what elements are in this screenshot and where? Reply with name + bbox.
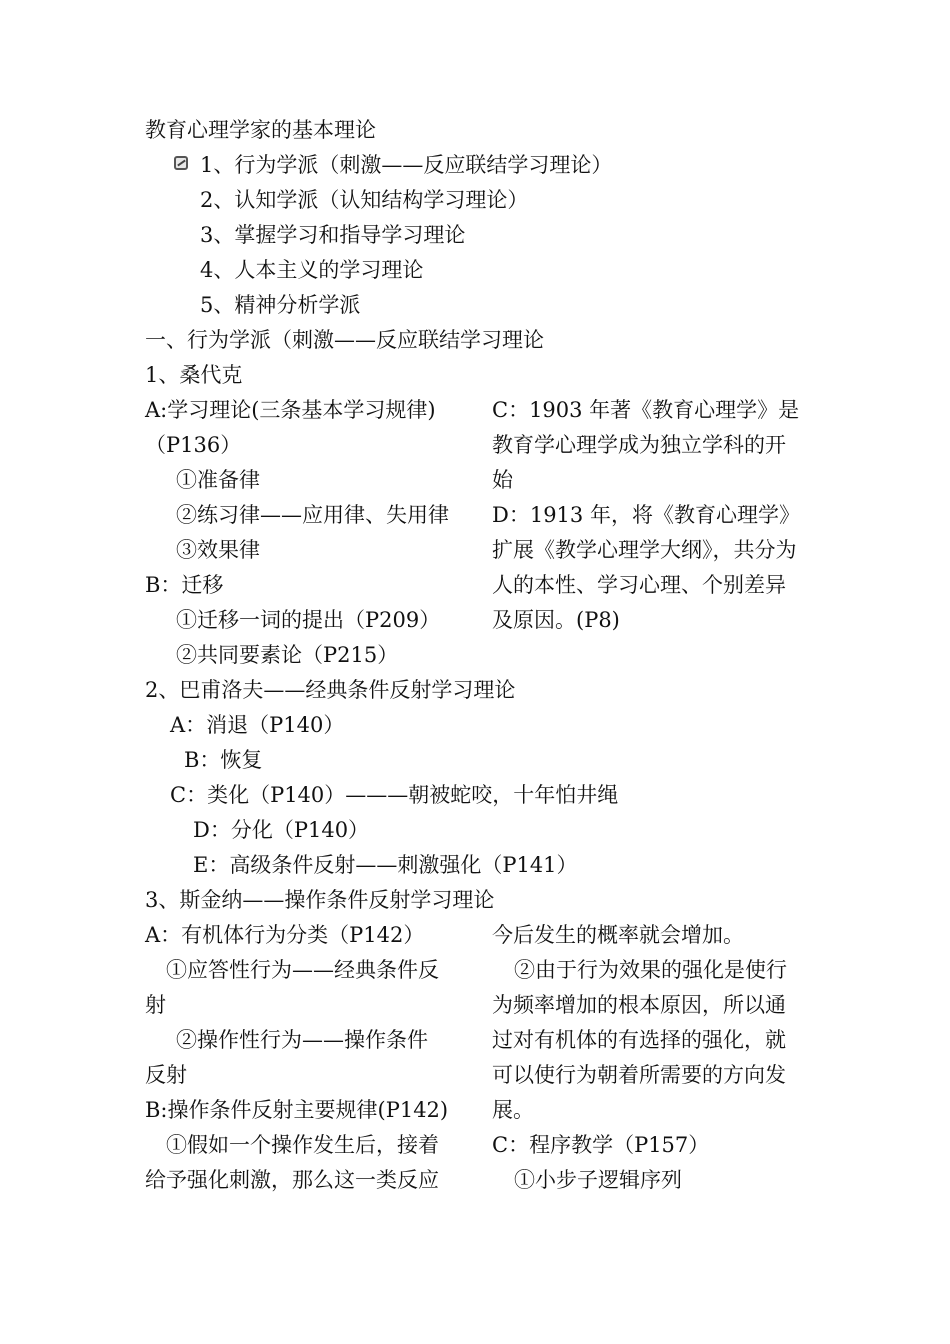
outline-item: 3、掌握学习和指导学习理论 (200, 223, 466, 247)
column-line: 过对有机体的有选择的强化，就 (492, 1028, 786, 1052)
outline-item: 5、精神分析学派 (200, 293, 361, 317)
column-line: 始 (492, 468, 513, 492)
subsection-heading: 2、巴甫洛夫——经典条件反射学习理论 (145, 678, 516, 702)
column-line: 今后发生的概率就会增加。 (492, 923, 744, 947)
column-line: 给予强化刺激，那么这一类反应 (145, 1168, 439, 1192)
column-line: 及原因。(P8) (492, 608, 620, 632)
column-line: ①应答性行为——经典条件反 (166, 958, 439, 982)
column-line: ①迁移一词的提出（P209） (176, 608, 441, 632)
column-line: 反射 (145, 1063, 187, 1087)
column-line: B:操作条件反射主要规律(P142) (145, 1098, 449, 1122)
column-line: ①小步子逻辑序列 (514, 1168, 682, 1192)
column-line: ①准备律 (176, 468, 260, 492)
column-line: C：1903 年著《教育心理学》是 (492, 398, 800, 422)
column-line: A：有机体行为分类（P142） (145, 923, 425, 947)
column-line: 可以使行为朝着所需要的方向发 (492, 1063, 786, 1087)
outline-item: 4、人本主义的学习理论 (200, 258, 424, 282)
list-item: E：高级条件反射——刺激强化（P141） (193, 853, 578, 877)
column-line: 展。 (492, 1098, 534, 1122)
subsection-heading: 3、斯金纳——操作条件反射学习理论 (145, 888, 495, 912)
column-line: A:学习理论(三条基本学习规律) (145, 398, 436, 422)
column-line: 扩展《教学心理学大纲》，共分为 (492, 538, 797, 562)
column-line: ②操作性行为——操作条件 (176, 1028, 428, 1052)
column-line: 教育学心理学成为独立学科的开 (492, 433, 786, 457)
outline-item: 1、行为学派（刺激——反应联结学习理论） (200, 153, 613, 177)
list-item: A：消退（P140） (170, 713, 345, 737)
subsection-heading: 1、桑代克 (145, 363, 243, 387)
column-line: B：迁移 (145, 573, 224, 597)
column-line: ①假如一个操作发生后，接着 (166, 1133, 439, 1157)
notebook-bullet-icon (174, 156, 188, 170)
column-line: D：1913 年，将《教育心理学》 (492, 503, 800, 527)
section-heading: 一、行为学派（刺激——反应联结学习理论 (145, 328, 544, 352)
column-line: C：程序教学（P157） (492, 1133, 710, 1157)
column-line: ②共同要素论（P215） (176, 643, 399, 667)
column-line: 人的本性、学习心理、个别差异 (492, 573, 786, 597)
page-title: 教育心理学家的基本理论 (145, 118, 376, 142)
column-line: 射 (145, 993, 166, 1017)
column-line: ②由于行为效果的强化是使行 (514, 958, 787, 982)
column-line: ③效果律 (176, 538, 260, 562)
list-item: C：类化（P140）———朝被蛇咬，十年怕井绳 (170, 783, 619, 807)
outline-item: 2、认知学派（认知结构学习理论） (200, 188, 529, 212)
column-line: ②练习律——应用律、失用律 (176, 503, 449, 527)
list-item: D：分化（P140） (193, 818, 370, 842)
column-line: 为频率增加的根本原因，所以通 (492, 993, 786, 1017)
list-item: B：恢复 (184, 748, 263, 772)
column-line: （P136） (145, 433, 242, 457)
